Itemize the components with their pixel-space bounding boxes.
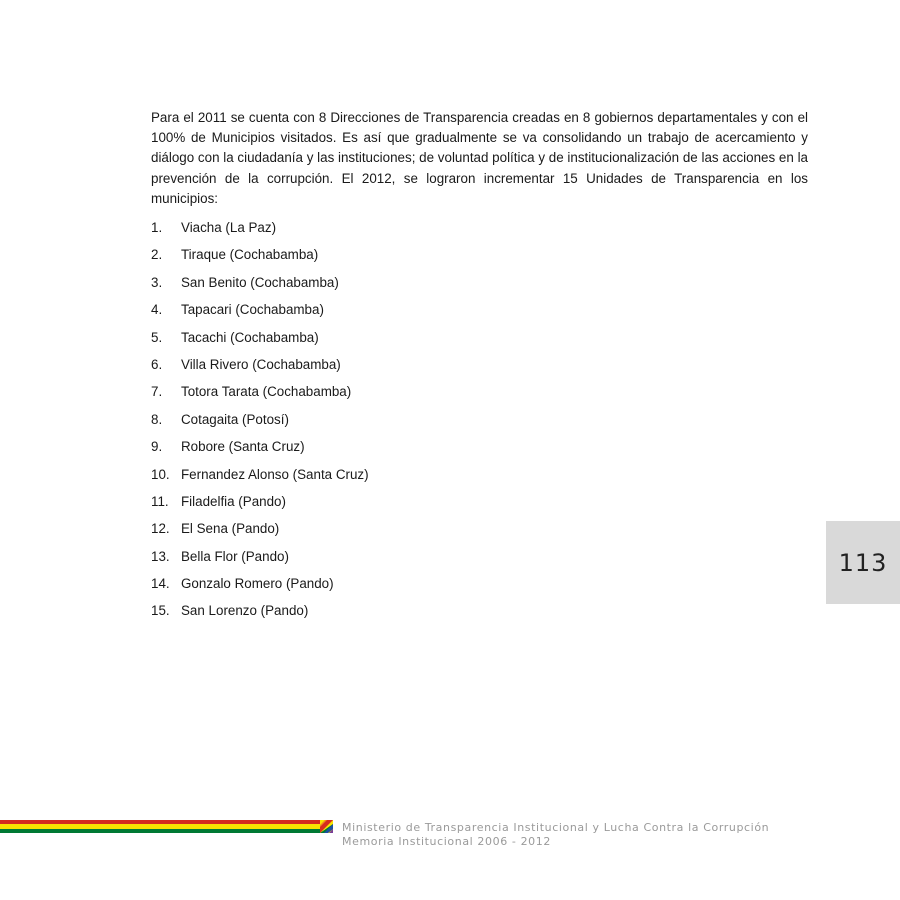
page-number: 113: [838, 548, 888, 577]
list-item: [151, 492, 551, 519]
flag-stripes: [0, 820, 320, 833]
list-item-number: 9.: [151, 439, 163, 455]
list-item: [151, 574, 551, 601]
footer-credit: [342, 821, 862, 849]
list-item: [151, 300, 551, 327]
list-item-number: 14.: [151, 576, 170, 592]
list-item: [151, 218, 551, 245]
list-item: [151, 547, 551, 574]
list-item-number: 4.: [151, 302, 163, 318]
list-item-number: 1.: [151, 220, 163, 235]
list-item-number: 10.: [151, 466, 170, 482]
municipios-list: [151, 218, 551, 629]
list-item: [151, 328, 551, 355]
intro-paragraph: Para el 2011 se cuenta con 8 Direcciones de Transparencia creadas en 8 gobiernos departamentales y con el 100% de Municipios visitados. Es así que gradualmente se va consolidando un trabajo de acercamiento y diálogo con la ciudadanía y las instituciones; de voluntad política y de institucionalización de las acciones en la prevención de la corrupción. El 2012, se lograron incrementar 15 Unidades de Transparencia en los municipios:: [151, 110, 808, 206]
list-item-number: 11.: [151, 493, 169, 509]
list-item-number: 5.: [151, 329, 163, 345]
list-item-text: Tiraque (Cochabamba): [181, 247, 319, 263]
list-item-text: Tapacari (Cochabamba): [181, 302, 324, 318]
list-item: [151, 519, 551, 546]
list-item-number: 8.: [151, 411, 163, 427]
footer-ministry: Ministerio de Transparencia Institucional y Lucha Contra la Corrupción: [342, 821, 770, 834]
list-item-text: Villa Rivero (Cochabamba): [181, 356, 341, 372]
list-item-text: Totora Tarata (Cochabamba): [181, 384, 352, 400]
list-item: [151, 410, 551, 437]
list-item-number: 15.: [151, 603, 170, 619]
list-item: [151, 382, 551, 409]
list-item-text: Gonzalo Romero (Pando): [181, 576, 334, 592]
list-item-text: El Sena (Pando): [181, 521, 280, 537]
list-item-text: Robore (Santa Cruz): [181, 439, 305, 455]
list-item-text: Viacha (La Paz): [181, 220, 277, 235]
list-item-text: Filadelfia (Pando): [181, 493, 286, 509]
list-item-number: 3.: [151, 274, 163, 290]
footer-memoria: Memoria Institucional 2006 - 2012: [342, 835, 551, 848]
list-item: [151, 437, 551, 464]
list-item-text: Fernandez Alonso (Santa Cruz): [181, 466, 369, 482]
list-item: [151, 465, 551, 492]
list-item-number: 12.: [151, 521, 170, 537]
list-item: [151, 355, 551, 382]
list-item-text: San Lorenzo (Pando): [181, 603, 309, 619]
list-item-number: 13.: [151, 548, 170, 564]
list-item-number: 6.: [151, 356, 163, 372]
list-item-text: San Benito (Cochabamba): [181, 274, 339, 290]
wiphala-flag-icon: [320, 820, 333, 833]
list-item-number: 7.: [151, 384, 163, 400]
list-item-text: Tacachi (Cochabamba): [181, 329, 319, 345]
list-item: [151, 245, 551, 272]
list-item: [151, 273, 551, 300]
list-item-text: Bella Flor (Pando): [181, 548, 289, 564]
stripe-green: [0, 829, 320, 833]
list-item-number: 2.: [151, 247, 163, 263]
list-item: [151, 601, 551, 628]
list-item-text: Cotagaita (Potosí): [181, 411, 289, 427]
page-number-tab: [826, 521, 900, 604]
